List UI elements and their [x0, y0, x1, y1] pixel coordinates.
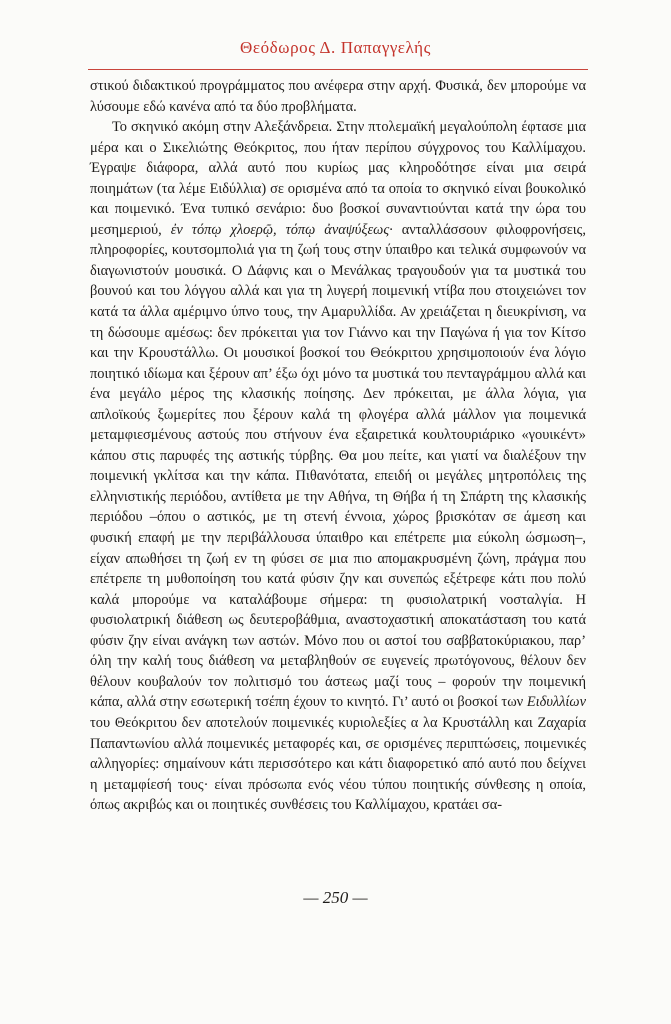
greek-quotation: ἐν τόπῳ χλοερῷ, τόπῳ ἀναψύξεως· — [170, 221, 393, 238]
running-header: Θεόδωρος Δ. Παπαγγελής — [239, 38, 432, 57]
paragraph-main — [90, 117, 586, 816]
paragraph-continuation: στικού διδακτικού προγράμματος που ανέφερα στην αρχή. Φυσικά, δεν μπορούμε να λύσουμε εδώ κανένα από τα δύο προβλήματα. — [90, 78, 586, 115]
header-rule — [88, 69, 588, 70]
paragraph-text: Το σκηνικό ακόμη στην Αλεξάνδρεια. Στην πτολεμαϊκή μεγαλούπολη έφτασε μια μέρα και ο Σικελιώτης Θεόκριτος, που ήταν περίπου σύγχρονος του Καλλίμαχου. Έγραψε διάφορα, αλλά αυτό που κυρίως μας κληροδότησε είναι μια σειρά ποιημάτων (τα λέμε Ειδύλλια) σε ορισμένα από τα οποία το σκηνικό είναι βουκολικό και ποιμενικό. Ένα τυπικό σενάριο: δυο βοσκοί συναντιούνται κατά την ώρα του μεσημεριού, — [90, 119, 586, 238]
body-text — [90, 76, 586, 816]
italic-title: Ειδυλλίων — [526, 694, 586, 711]
paragraph-text: ανταλλάσσουν φιλοφρονήσεις, πληροφορίες, κουτσομπολιά για τη ζωή τους στην ύπαιθρο και τελικά συμφωνούν να διαγωνιστούν μουσικά. Ο Δάφνις και ο Μενάλκας τραγουδούν για τα μυστικά του βουνού και του λόγγου αλλά και για τη λυγερή ποιμενική ντίβα που στοιχειώνει τον κατά τα άλλα αμέριμνο ύπνο τους, την Αμαρυλλίδα. Αν χρειάζεται η διευκρίνιση, να τη δώσουμε αμέσως: δεν πρόκειται για τον Γιάννο και την Παγώνα ή για τον Κίτσο και την Κρουστάλλω. Οι μουσικοί βοσκοί του Θεόκριτου χρησιμοποιούν ένα λόγιο ποιητικό ιδίωμα και ξέρουν απ’ έξω όχι μόνο τα μυστικά του πενταγράμμου αλλά και ένα μεγάλο μέρος της κλασικής ποίησης. Δεν πρόκειται, με άλλα λόγια, για απλοϊκούς ξωμερίτες που ξέρουν καλά τη φλογέρα αλλά μάλλον για ποιμενικά μεταμφιεσμένους αστούς που στήνουν ένα εξαιρετικά κουλτουριάρικο «γουικέντ» κάπου στις παρυφές της αστικής τύρβης. Θα μου πείτε, και γιατί να διαλέξουν την ποιμενική γκλίτσα και την κάπα. Πιθανότατα, επειδή οι μεγάλες μητροπόλεις της ελληνιστικής περιόδου, αντίθετα με την Αθήνα, τη Θήβα ή τη Σπάρτη της κλασικής περιόδου –όπου ο αστικός, με τη στενή έννοια, χώρος βρισκόταν σε άμεση και φυσική επαφή με την περιβάλλουσα ύπαιθρο και επέτρεπε μια εύκολη ώσμωση–, είχαν απωθήσει τη ζωή εν τη φύσει σε μια πιο απομακρυσμένη ζώνη, πράγμα που επέτρεπε τη μυθοποίηση του κατά φύσιν ζην και συνεπώς εξέτρεφε κάτι που πολύ καλά μπορούμε να καταλάβουμε σήμερα: τη φυσιολατρική νοσταλγία. Η φυσιολατρική διάθεση ως δευτεροβάθμια, αναστοχαστική αποκατάσταση του κατά φύσιν ζην είναι ανάγκη των αστών. Μόνο που οι αστοί του σαββατοκύριακου, παρ’ όλη την καλή τους διάθεση να μεταβληθούν σε ευγενείς πρωτόγονους, θέλουν δεν θέλουν κουβαλούν τον πολιτισμό του άστεως μαζί τους – φορούν την ποιμενική κάπα, αλλά στην εσωτερική τσέπη έχουν το κινητό. Γι’ αυτό οι βοσκοί των — [90, 221, 586, 711]
paragraph-text: του Θεόκριτου δεν αποτελούν ποιμενικές κυριολεξίες α λα Κρυστάλλη και Ζαχαρία Παπαντωνίου αλλά ποιμενικές μεταφορές και, σε ορισμένες περιπτώσεις, ποιμενικές αλληγορίες: σημαίνουν κάτι περισσότερο και κάτι διαφορετικό από αυτό που δείχνει η μεταμφίεσή τους· είναι πρόσωπα ενός νέου τύπου ποιητικής σύνθεσης η οποία, όπως ακριβώς και οι ποιητικές συνθέσεις του Καλλίμαχου, κρατάει σα- — [90, 714, 586, 814]
page-number: — 250 — — [303, 888, 368, 907]
